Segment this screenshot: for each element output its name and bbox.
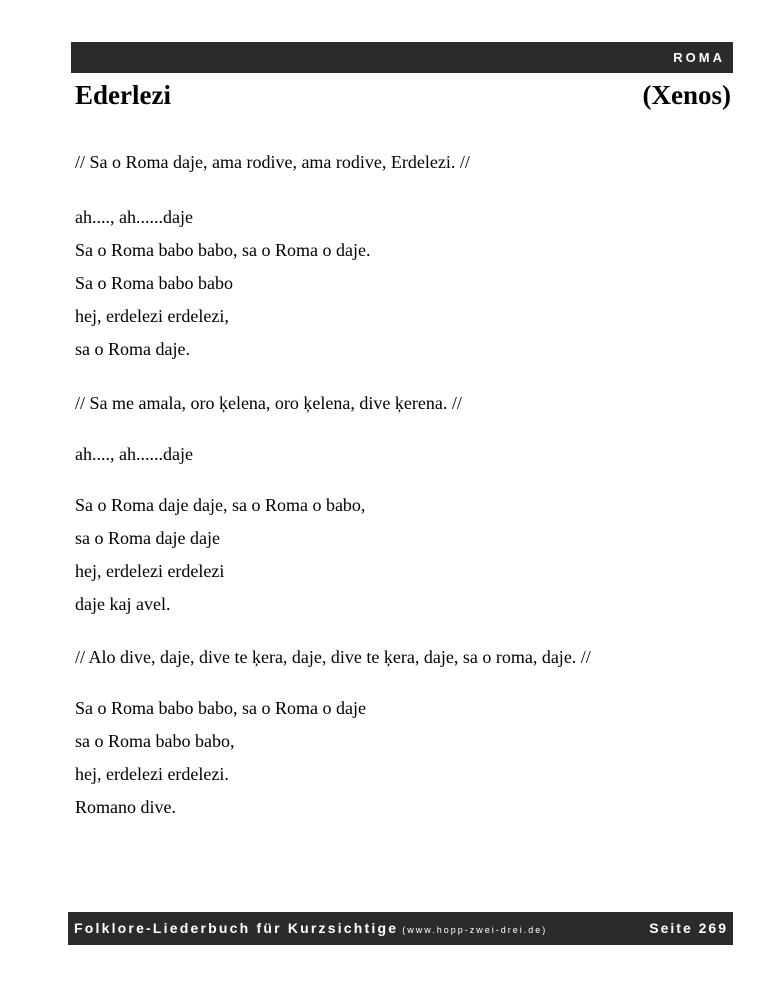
lyric-line: hej, erdelezi erdelezi <box>75 561 225 581</box>
lyric-line: // Sa me amala, oro ķelena, oro ķelena, dive ķerena. // <box>75 393 462 413</box>
lyric-line: sa o Roma daje daje <box>75 528 220 548</box>
category-label: ROMA <box>673 50 725 65</box>
footer-book-title <box>74 920 547 936</box>
lyric-line: sa o Roma daje. <box>75 339 190 359</box>
footer-url: (www.hopp-zwei-drei.de) <box>402 925 548 935</box>
lyric-line: hej, erdelezi erdelezi. <box>75 764 229 784</box>
footer-bar <box>68 912 733 945</box>
lyric-line: Sa o Roma babo babo, sa o Roma o daje <box>75 698 366 718</box>
lyric-line: hej, erdelezi erdelezi, <box>75 306 229 326</box>
lyric-line: Sa o Roma daje daje, sa o Roma o babo, <box>75 495 366 515</box>
song-artist: (Xenos) <box>642 80 731 110</box>
lyric-line: Sa o Roma babo babo <box>75 273 233 293</box>
lyric-line: daje kaj avel. <box>75 594 171 614</box>
lyric-line: Romano dive. <box>75 797 176 817</box>
lyric-line: sa o Roma babo babo, <box>75 731 235 751</box>
lyric-line: Sa o Roma babo babo, sa o Roma o daje. <box>75 240 371 260</box>
book-title-text: Folklore-Liederbuch für Kurzsichtige <box>74 920 399 936</box>
page-number: Seite 269 <box>649 920 728 936</box>
song-title-row <box>75 80 731 116</box>
header-bar <box>71 42 733 73</box>
lyric-line: ah...., ah......daje <box>75 207 193 227</box>
lyric-line: // Alo dive, daje, dive te ķera, daje, dive te ķera, daje, sa o roma, daje. // <box>75 647 591 667</box>
lyric-line: // Sa o Roma daje, ama rodive, ama rodive, Erdelezi. // <box>75 152 470 172</box>
lyric-line: ah...., ah......daje <box>75 444 193 464</box>
song-title: Ederlezi <box>75 80 171 110</box>
